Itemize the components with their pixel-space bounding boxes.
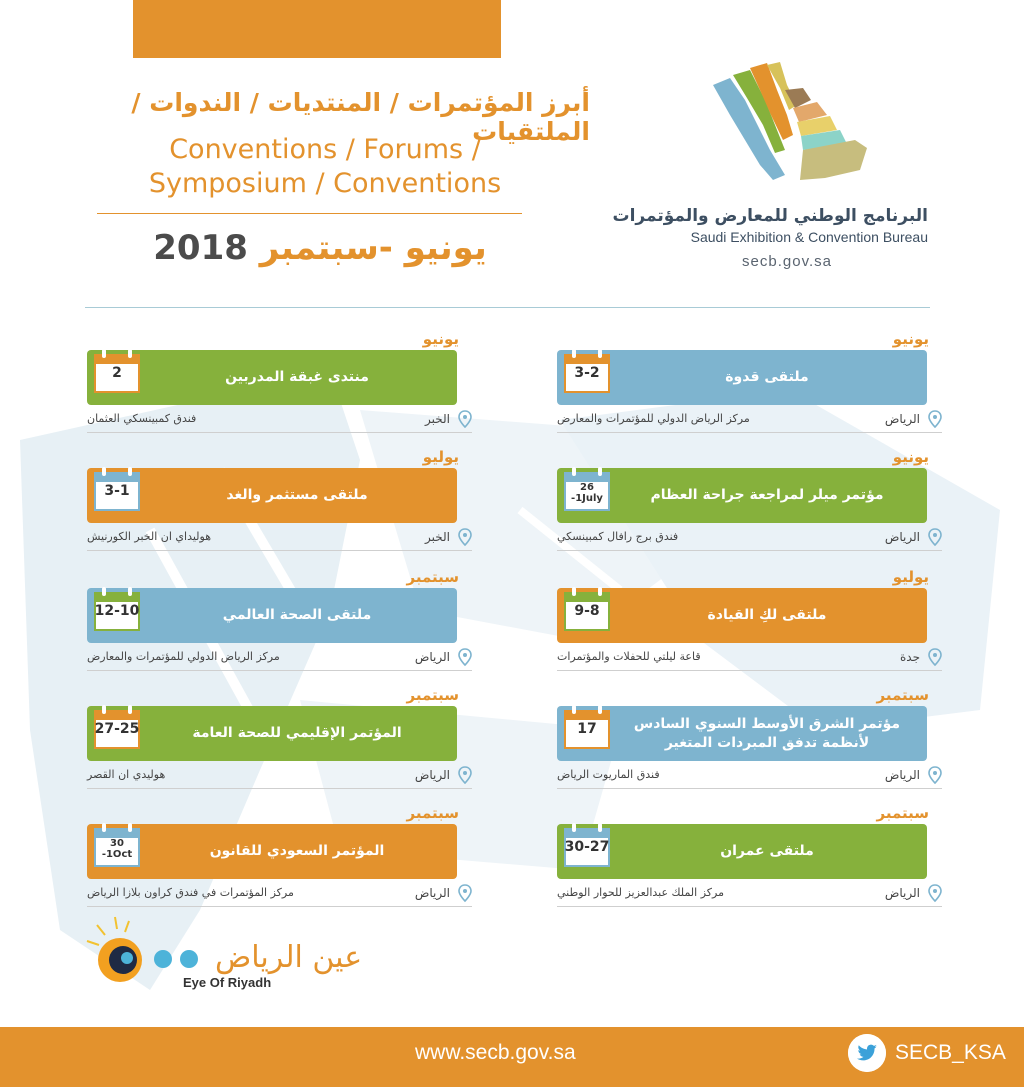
event-name: ملتقى عمران [720,843,814,860]
event-location [87,648,472,671]
event-month: يونيو [892,330,929,348]
location-pin-icon [458,528,472,546]
calendar-icon [564,354,610,394]
calendar-icon [564,472,610,512]
event-card [87,568,462,678]
event-location [557,410,942,433]
event-venue: فندق برج رافال كمبينسكي [557,530,679,543]
event-location [557,648,942,671]
event-venue: فندق كمبينسكي العثمان [87,412,197,425]
secb-logo-url: secb.gov.sa [742,253,832,270]
event-card [557,568,932,678]
event-city: الخبر [425,412,450,426]
eye-of-riyadh-english-name: Eye Of Riyadh [183,975,272,990]
page-title-arabic: أبرز المؤتمرات / المنتديات / الندوات / الملتقيات [131,88,590,146]
event-venue: هوليدي ان القصر [87,768,166,781]
event-venue: مركز الرياض الدولي للمؤتمرات والمعارض [557,412,750,425]
event-venue: مركز الملك عبدالعزيز للحوار الوطني [557,886,724,899]
event-date: 30-27 [564,839,610,855]
event-name-line2: لأنظمة تدفق المبردات المتغير [664,734,870,751]
top-accent-bar [133,0,501,58]
event-name-line1: مؤتمر الشرق الأوسط السنوي السادس [633,715,901,732]
secb-logo-name-arabic: البرنامج الوطني للمعارض والمؤتمرات [612,206,928,226]
event-month: سبتمبر [406,804,459,822]
calendar-icon [564,828,610,868]
event-venue: مركز الرياض الدولي للمؤتمرات والمعارض [87,650,280,663]
event-box [87,706,457,761]
page-title-english-line1: Conventions / Forums / [169,134,481,165]
event-name: ملتقى الصحة العالمي [222,607,372,624]
event-name: المؤتمر السعودي للقانون [209,843,385,860]
event-venue: قاعة ليلتي للحفلات والمؤتمرات [557,650,701,663]
location-pin-icon [458,410,472,428]
event-card [87,448,462,558]
event-location [87,410,472,433]
date-range [150,228,490,278]
event-date: 3-2 [574,365,600,381]
event-name [617,706,917,761]
event-name: المؤتمر الإقليمي للصحة العامة [192,725,402,742]
location-pin-icon [458,884,472,902]
event-city: الرياض [884,412,920,426]
event-city: الرياض [884,768,920,782]
event-month: يونيو [422,330,459,348]
event-box [557,468,927,523]
event-month: يوليو [892,568,929,586]
calendar-icon [564,592,610,632]
event-venue: فندق الماريوت الرياض [557,768,660,781]
event-month: سبتمبر [406,568,459,586]
event-date: 27-25 [94,721,140,737]
calendar-icon [94,354,140,394]
event-city: الرياض [414,650,450,664]
event-city: جدة [899,650,920,664]
secb-logo-icon [705,60,870,190]
event-name: ملتقى لكِ القيادة [707,607,827,624]
calendar-icon [94,472,140,512]
location-pin-icon [928,528,942,546]
footer-website-link[interactable]: www.secb.gov.sa [415,1041,576,1064]
location-pin-icon [458,648,472,666]
event-location [87,884,472,907]
event-box [557,350,927,405]
date-range-year: 2018 [153,228,248,268]
event-card [557,330,932,440]
event-date-line2: -1Oct [101,849,133,860]
event-box [87,588,457,643]
date-range-months: يونيو -سبتمبر [259,228,487,268]
event-name: منتدى غبقة المدربين [225,369,369,386]
event-date: 3-1 [104,483,130,499]
page-title-english-line2: Symposium / Conventions [148,168,502,199]
event-card [87,330,462,440]
event-location [557,766,942,789]
event-month: يوليو [422,448,459,466]
event-name: مؤتمر ميلر لمراجعة جراحة العظام [650,487,884,504]
event-card [87,804,462,914]
event-venue: هوليداي ان الخبر الكورنيش [87,530,211,543]
event-month: يونيو [892,448,929,466]
event-month: سبتمبر [876,686,929,704]
twitter-bird-icon[interactable] [848,1034,886,1072]
event-box [557,706,927,761]
location-pin-icon [928,410,942,428]
event-box [87,468,457,523]
event-date: 17 [577,721,597,737]
event-city: الرياض [414,768,450,782]
event-name: ملتقى قدوة [725,369,809,386]
location-pin-icon [928,884,942,902]
event-card [557,804,932,914]
event-date [94,838,140,860]
event-date [564,482,610,504]
event-box [557,824,927,879]
event-location [557,528,942,551]
event-city: الرياض [884,886,920,900]
calendar-icon [94,710,140,750]
event-card [557,448,932,558]
event-location [557,884,942,907]
event-venue: مركز المؤتمرات في فندق كراون بلازا الرياض [87,886,294,899]
calendar-icon [94,828,140,868]
location-pin-icon [928,648,942,666]
calendar-icon [94,592,140,632]
event-date-line1: 30 [110,838,124,849]
event-card [557,686,932,796]
location-pin-icon [458,766,472,784]
eye-of-riyadh-arabic-name: عين الرياض [215,940,363,975]
event-date-line1: 26 [580,482,594,493]
event-box [87,824,457,879]
event-city: الرياض [884,530,920,544]
event-location [87,528,472,551]
event-month: سبتمبر [876,804,929,822]
event-city: الرياض [414,886,450,900]
event-date: 2 [112,365,122,381]
event-date: 12-10 [94,603,140,619]
event-location [87,766,472,789]
event-box [557,588,927,643]
calendar-icon [564,710,610,750]
event-month: سبتمبر [406,686,459,704]
event-date: 9-8 [574,603,600,619]
event-name: ملتقى مستثمر والغد [226,487,368,504]
event-card [87,686,462,796]
twitter-handle[interactable]: SECB_KSA [895,1041,1006,1064]
event-city: الخبر [425,530,450,544]
secb-logo-name-english: Saudi Exhibition & Convention Bureau [690,229,928,245]
event-box [87,350,457,405]
event-date-line2: -1July [571,493,603,504]
header-divider [85,307,930,308]
location-pin-icon [928,766,942,784]
title-divider [97,213,522,214]
